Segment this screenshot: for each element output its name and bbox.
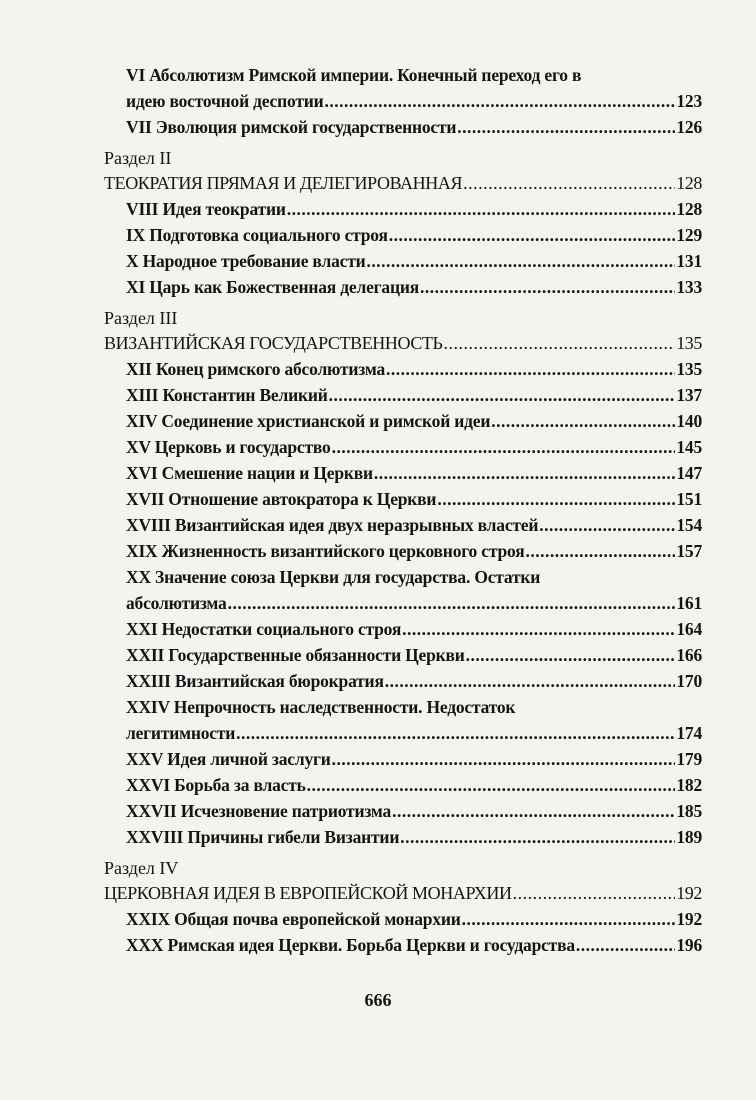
page-number: 196 xyxy=(676,935,702,955)
chapter-title-line2: идею восточной деспотии xyxy=(126,91,324,111)
folio-page-number: 666 xyxy=(364,990,392,1010)
page-number: 147 xyxy=(676,463,702,483)
section-title: ТЕОКРАТИЯ ПРЯМАЯ И ДЕЛЕГИРОВАННАЯ ..... 128 xyxy=(104,170,702,196)
leader-dots xyxy=(402,616,675,642)
toc-entry: XXIV Непрочность наследственности. Недостаток легитимности ..... 174 xyxy=(104,694,702,746)
toc-entry: XIX Жизненность византийского церковного строя ..... 157 xyxy=(104,538,702,564)
toc-entry: XXVI Борьба за власть ..... 182 xyxy=(104,772,702,798)
toc-entry: XXII Государственные обязанности Церкви ..... 166 xyxy=(104,642,702,668)
leader-dots xyxy=(386,356,675,382)
section-title: ВИЗАНТИЙСКАЯ ГОСУДАРСТВЕННОСТЬ ..... 135 xyxy=(104,330,702,356)
page-number: 189 xyxy=(676,827,702,847)
toc-entry: XXIX Общая почва европейской монархии ..... 192 xyxy=(104,906,702,932)
section-label: Раздел IV xyxy=(104,858,179,878)
leader-dots xyxy=(539,512,675,538)
leader-dots xyxy=(457,114,675,140)
leader-dots xyxy=(466,642,676,668)
leader-dots xyxy=(385,668,676,694)
page-number: 192 xyxy=(676,883,702,903)
leader-dots xyxy=(525,538,675,564)
toc-entry-vii xyxy=(104,114,702,140)
leader-dots xyxy=(366,248,675,274)
toc-entry: XI Царь как Божественная делегация ..... 133 xyxy=(104,274,702,300)
page-number: 140 xyxy=(676,411,702,431)
leader-dots xyxy=(389,222,676,248)
page-number: 185 xyxy=(676,801,702,821)
chapter-title: Эволюция римской государственности xyxy=(155,117,457,137)
toc-entry: XIII Константин Великий ..... 137 xyxy=(104,382,702,408)
toc-entry-vi xyxy=(104,62,702,114)
toc-entry: XVII Отношение автократора к Церкви ..... 151 xyxy=(104,486,702,512)
leader-dots xyxy=(287,196,676,222)
toc-entry: XXVIII Причины гибели Византии ..... 189 xyxy=(104,824,702,850)
page-number: 174 xyxy=(676,723,702,743)
chapter-number: VI xyxy=(126,65,146,85)
leader-dots xyxy=(332,746,676,772)
leader-dots xyxy=(443,330,675,356)
toc-entry: XX Значение союза Церкви для государства. Остатки абсолютизма ..... 161 xyxy=(104,564,702,616)
page-number: 128 xyxy=(676,173,702,193)
leader-dots xyxy=(420,274,675,300)
page-number: 133 xyxy=(676,277,702,297)
table-of-contents xyxy=(104,62,702,958)
toc-entry: XXI Недостатки социального строя ..... 164 xyxy=(104,616,702,642)
leader-dots xyxy=(325,88,676,114)
leader-dots xyxy=(374,460,675,486)
page-number: 164 xyxy=(676,619,702,639)
chapter-title-line1: Абсолютизм Римской империи. Конечный переход его в xyxy=(149,65,582,85)
leader-dots xyxy=(332,434,676,460)
leader-dots xyxy=(576,932,675,958)
page-number: 192 xyxy=(676,909,702,929)
page-number: 128 xyxy=(676,199,702,219)
page-number: 131 xyxy=(676,251,702,271)
page-number: 151 xyxy=(676,489,702,509)
toc-entry: XIV Соединение христианской и римской идеи ..... 140 xyxy=(104,408,702,434)
toc-entry: XXIII Византийская бюрократия ..... 170 xyxy=(104,668,702,694)
section-label: Раздел III xyxy=(104,308,178,328)
toc-entry: XII Конец римского абсолютизма ..... 135 xyxy=(104,356,702,382)
leader-dots xyxy=(462,906,676,932)
toc-entry: X Народное требование власти ..... 131 xyxy=(104,248,702,274)
page-number: 166 xyxy=(676,645,702,665)
section-title: ЦЕРКОВНАЯ ИДЕЯ В ЕВРОПЕЙСКОЙ МОНАРХИИ ..... 192 xyxy=(104,880,702,906)
leader-dots xyxy=(228,590,676,616)
toc-entry: XXVII Исчезновение патриотизма ..... 185 xyxy=(104,798,702,824)
page-number: 137 xyxy=(676,385,702,405)
page-number: 179 xyxy=(676,749,702,769)
leader-dots xyxy=(400,824,675,850)
section-label: Раздел II xyxy=(104,148,172,168)
chapter-number: VII xyxy=(126,117,152,137)
page-number: 135 xyxy=(676,333,702,353)
toc-entry: XVI Смешение нации и Церкви ..... 147 xyxy=(104,460,702,486)
page-number: 157 xyxy=(676,541,702,561)
leader-dots xyxy=(437,486,675,512)
toc-entry: XV Церковь и государство ..... 145 xyxy=(104,434,702,460)
toc-entry: XXV Идея личной заслуги ..... 179 xyxy=(104,746,702,772)
page-number: 161 xyxy=(676,593,702,613)
toc-entry: IX Подготовка социального строя ..... 129 xyxy=(104,222,702,248)
leader-dots xyxy=(392,798,675,824)
page-number: 126 xyxy=(676,117,702,137)
page-number: 129 xyxy=(676,225,702,245)
page-number: 145 xyxy=(676,437,702,457)
toc-entry: XXX Римская идея Церкви. Борьба Церкви и государства ..... 196 xyxy=(104,932,702,958)
toc-entry: XVIII Византийская идея двух неразрывных властей ..... 154 xyxy=(104,512,702,538)
leader-dots xyxy=(463,170,675,196)
page-number: 135 xyxy=(676,359,702,379)
leader-dots xyxy=(307,772,676,798)
page-number: 170 xyxy=(676,671,702,691)
leader-dots xyxy=(329,382,676,408)
page-number: 154 xyxy=(676,515,702,535)
leader-dots xyxy=(513,880,676,906)
leader-dots xyxy=(236,720,675,746)
page-number: 182 xyxy=(676,775,702,795)
page-number: 123 xyxy=(676,91,702,111)
leader-dots xyxy=(491,408,675,434)
toc-entry: VIII Идея теократии ..... 128 xyxy=(104,196,702,222)
